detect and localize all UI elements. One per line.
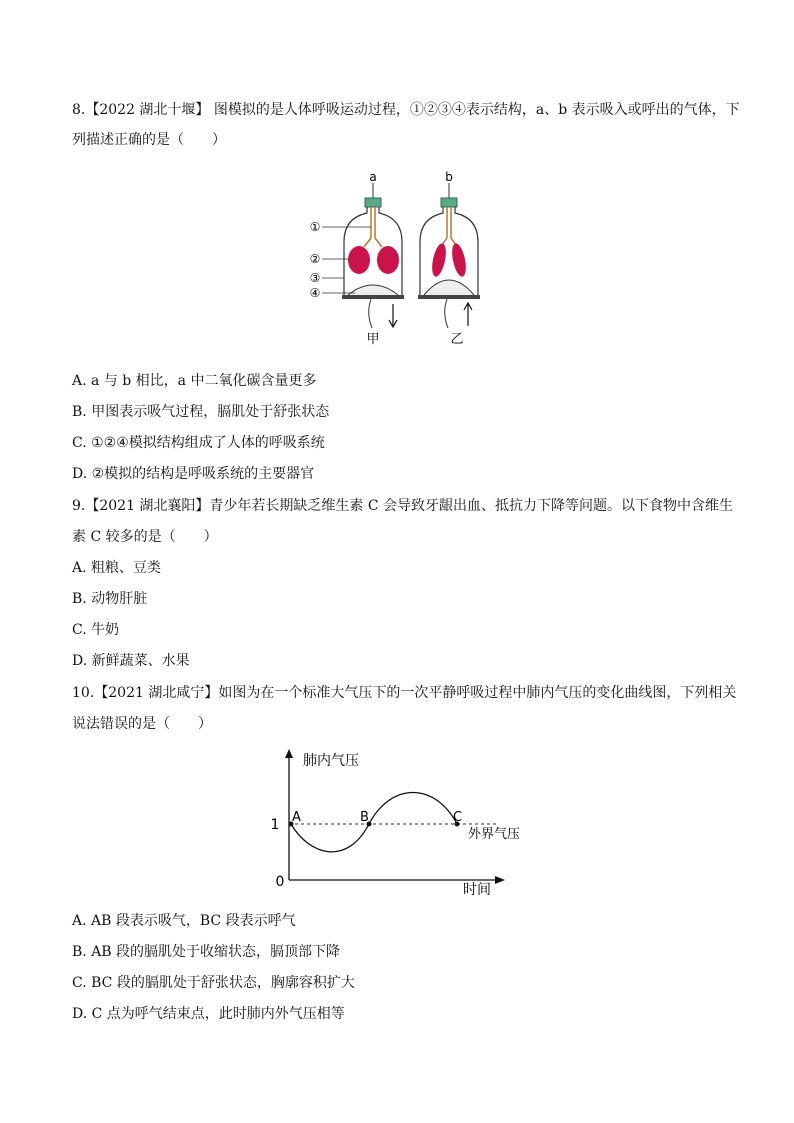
- y-axis-arrow: [285, 749, 293, 758]
- lung-left-2: [377, 246, 399, 274]
- marker-3: ③: [309, 271, 321, 285]
- q8-option-d: D. ②模拟的结构是呼吸系统的主要器官: [72, 466, 315, 482]
- q10-option-a: A. AB 段表示吸气，BC 段表示呼气: [72, 913, 296, 929]
- origin-label: 0: [275, 874, 285, 890]
- q10-option-c: C. BC 段的膈肌处于舒张状态，胸廓容积扩大: [72, 975, 355, 991]
- marker-1: ①: [309, 220, 321, 234]
- q9-option-a: A. 粗粮、豆类: [72, 560, 162, 576]
- caption-jia: 甲: [366, 332, 380, 347]
- jar-right: [418, 170, 480, 347]
- y-axis-label: 肺内气压: [303, 753, 359, 769]
- q10-option-d: D. C 点为呼气结束点，此时肺内外气压相等: [72, 1006, 345, 1022]
- pressure-graph: [265, 744, 545, 900]
- q10-stem-line2: 说法错误的是（ ）: [72, 716, 212, 732]
- q8-option-c: C. ①②④模拟结构组成了人体的呼吸系统: [72, 435, 325, 451]
- q10-stem-line1: 10.【2021 湖北咸宁】如图为在一个标准大气压下的一次平静呼吸过程中肺内气压的变化曲线图，下列相关: [72, 685, 737, 701]
- q9-option-d: D. 新鲜蔬菜、水果: [72, 653, 190, 669]
- bell-jar-figure: [300, 168, 500, 350]
- q9-stem-line2: 素 C 较多的是（ ）: [72, 529, 218, 545]
- caption-yi: 乙: [450, 332, 464, 347]
- q9-option-c: C. 牛奶: [72, 622, 120, 638]
- q10-option-b: B. AB 段的膈肌处于收缩状态，膈顶部下降: [72, 944, 341, 960]
- ref-label: 外界气压: [468, 827, 521, 842]
- y-tick-1: 1: [270, 817, 280, 833]
- diaphragm-left: [348, 285, 398, 295]
- diaphragm-right: [424, 280, 474, 295]
- jar-left: [342, 170, 404, 347]
- x-axis-label: 时间: [463, 882, 491, 898]
- q9-stem-line1: 9.【2021 湖北襄阳】青少年若长期缺乏维生素 C 会导致牙龈出血、抵抗力下降等问题。以下食物中含维生: [72, 498, 734, 514]
- q8-option-b: B. 甲图表示吸气过程，膈肌处于舒张状态: [72, 404, 330, 420]
- point-a-label: A: [292, 810, 301, 825]
- marker-2: ②: [309, 252, 321, 266]
- pressure-curve: [291, 793, 457, 852]
- jar-right-stopper: [441, 198, 457, 207]
- q8-stem-line1: 8.【2022 湖北十堰】 图模拟的是人体呼吸运动过程，①②③④表示结构，a、b 表示吸入或呼出的气体，下: [72, 102, 740, 118]
- q9-option-b: B. 动物肝脏: [72, 591, 148, 607]
- x-axis-arrow: [495, 876, 505, 884]
- lung-left-1: [348, 246, 370, 274]
- lung-right-2: [450, 242, 469, 278]
- q8-option-a: A. a 与 b 相比，a 中二氧化碳含量更多: [72, 373, 317, 389]
- label-a: a: [369, 170, 377, 184]
- marker-4: ④: [309, 286, 321, 300]
- point-c-label: C: [453, 810, 463, 825]
- point-b-label: B: [360, 810, 369, 825]
- q8-stem-line2: 列描述正确的是（ ）: [72, 132, 226, 148]
- label-b: b: [445, 170, 453, 184]
- lung-right-1: [430, 242, 449, 278]
- jar-left-stopper: [365, 198, 381, 207]
